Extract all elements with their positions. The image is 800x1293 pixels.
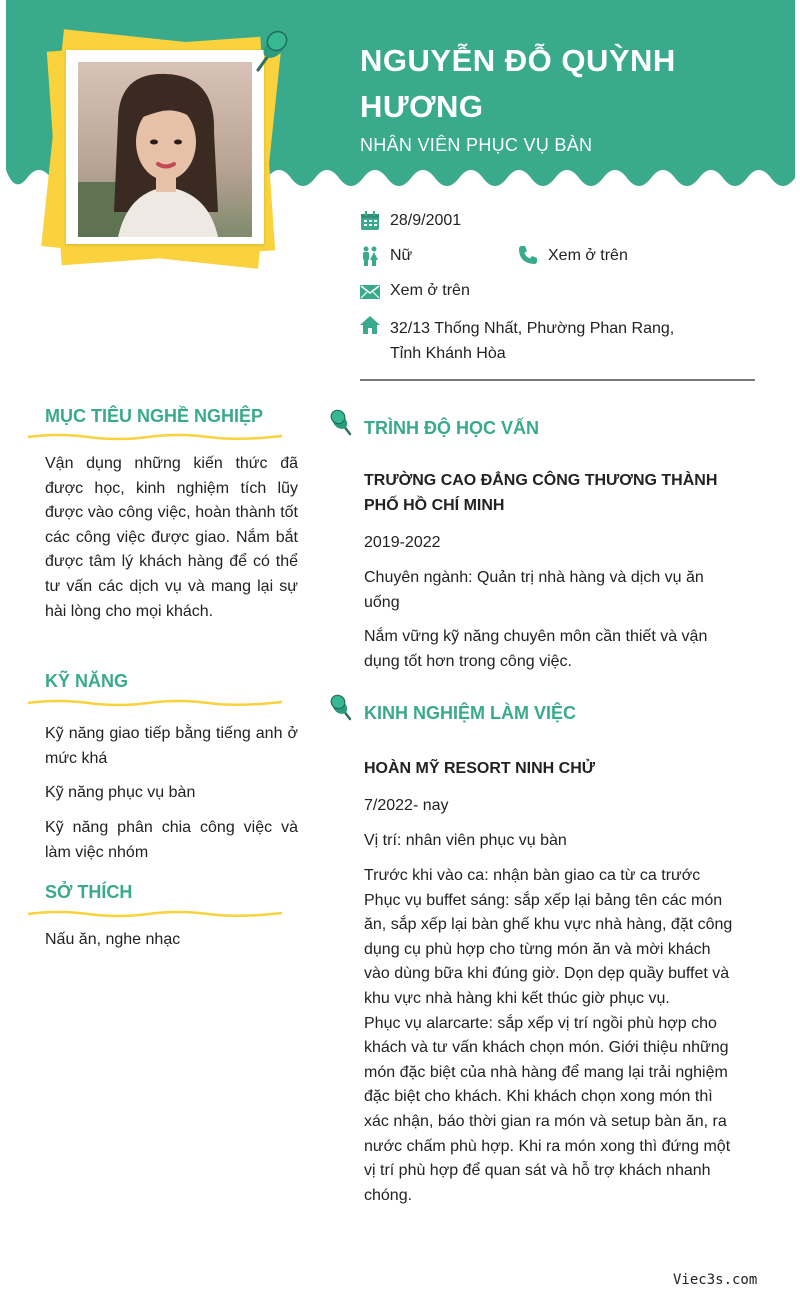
email: Xem ở trên bbox=[390, 282, 470, 299]
education-major: Chuyên ngành: Quản trị nhà hàng và dịch vụ ăn uống bbox=[364, 569, 704, 611]
address bbox=[390, 316, 674, 366]
profile-photo bbox=[78, 62, 252, 237]
gender-icon bbox=[360, 246, 380, 266]
pushpin-icon bbox=[328, 693, 356, 728]
duty-item: Trước khi vào ca: nhận bàn giao ca từ ca trước bbox=[364, 867, 701, 884]
section-underline bbox=[28, 698, 282, 708]
gender: Nữ bbox=[390, 247, 413, 264]
duty-item: Phục vụ buffet sáng: sắp xếp lại bảng tên các món ăn, sắp xếp lại bàn ghế khu vực nhà hàng, đặt công dụng cụ phù hợp cho từng món ăn và mời khách vào dùng bữa khi đúng giờ. Dọn dẹp quầy buffet và khu vực nhà hàng khi kết thúc giờ phục vụ. bbox=[364, 891, 733, 1007]
profile-photo-block bbox=[44, 30, 284, 270]
address-line-1: 32/13 Thống Nhất, Phường Phan Rang, bbox=[390, 320, 675, 337]
candidate-name: NGUYỄN ĐỖ QUỲNH HƯƠNG bbox=[360, 43, 676, 124]
job-title: NHÂN VIÊN PHỤC VỤ BÀN bbox=[360, 135, 593, 155]
education-years: 2019-2022 bbox=[364, 534, 441, 551]
work-position: Vị trí: nhân viên phục vụ bàn bbox=[364, 832, 567, 849]
work-duties bbox=[364, 864, 736, 1208]
skill-item: Kỹ năng phân chia công việc và làm việc nhóm bbox=[45, 819, 298, 861]
phone-icon bbox=[518, 245, 538, 265]
divider bbox=[360, 379, 755, 381]
objective-heading: MỤC TIÊU NGHỀ NGHIỆP bbox=[45, 406, 264, 426]
pushpin-icon bbox=[250, 26, 290, 79]
birthdate: 28/9/2001 bbox=[390, 212, 462, 229]
school-name: TRƯỜNG CAO ĐẲNG CÔNG THƯƠNG THÀNH PHỐ HỒ CHÍ MINH bbox=[364, 472, 718, 514]
education-heading: TRÌNH ĐỘ HỌC VẤN bbox=[364, 418, 539, 438]
company-name: HOÀN MỸ RESORT NINH CHỬ bbox=[364, 760, 596, 777]
skill-item: Kỹ năng phục vụ bàn bbox=[45, 784, 196, 801]
footer-brand: Viec3s.com bbox=[673, 1272, 758, 1288]
calendar-icon bbox=[360, 211, 380, 231]
hobbies-heading: SỞ THÍCH bbox=[45, 882, 133, 902]
section-underline bbox=[28, 432, 282, 442]
work-period: 7/2022- nay bbox=[364, 797, 449, 814]
address-line-2: Tỉnh Khánh Hòa bbox=[390, 345, 506, 362]
pushpin-icon bbox=[328, 408, 356, 443]
skills-heading: KỸ NĂNG bbox=[45, 671, 129, 691]
duty-item: Phục vụ alarcarte: sắp xếp vị trí ngồi phù hợp cho khách và tư vấn khách chọn món. Giới thiệu những món đặc biệt của nhà hàng để mang lại trải nghiệm đặc biệt cho khách. Khi khách chọn xong món thì xác nhận, báo thời gian ra món và setup bàn ăn, ra nước chấm phù hợp. Khi ra món xong thì đứng một vị trí phù hợp để quan sát và hỗ trợ khách nhanh chóng. bbox=[364, 1014, 731, 1204]
photo-frame bbox=[66, 50, 264, 244]
home-icon bbox=[360, 315, 380, 335]
objective-text: Vận dụng những kiến thức đã được học, kinh nghiệm tích lũy được vào công việc, hoàn thành tốt các công việc được giao. Nắm bắt được tâm lý khách hàng để có thể tư vấn các dịch vụ và mang lại sự hài lòng cho mọi khách. bbox=[45, 455, 298, 620]
section-underline bbox=[28, 909, 282, 919]
email-icon bbox=[360, 282, 380, 302]
experience-heading: KINH NGHIỆM LÀM VIỆC bbox=[364, 703, 577, 723]
phone: Xem ở trên bbox=[548, 247, 628, 264]
education-note: Nắm vững kỹ năng chuyên môn cần thiết và vận dụng tốt hơn trong công việc. bbox=[364, 628, 708, 670]
skill-item: Kỹ năng giao tiếp bằng tiếng anh ở mức khá bbox=[45, 725, 298, 767]
hobbies-text: Nấu ăn, nghe nhạc bbox=[45, 931, 181, 948]
